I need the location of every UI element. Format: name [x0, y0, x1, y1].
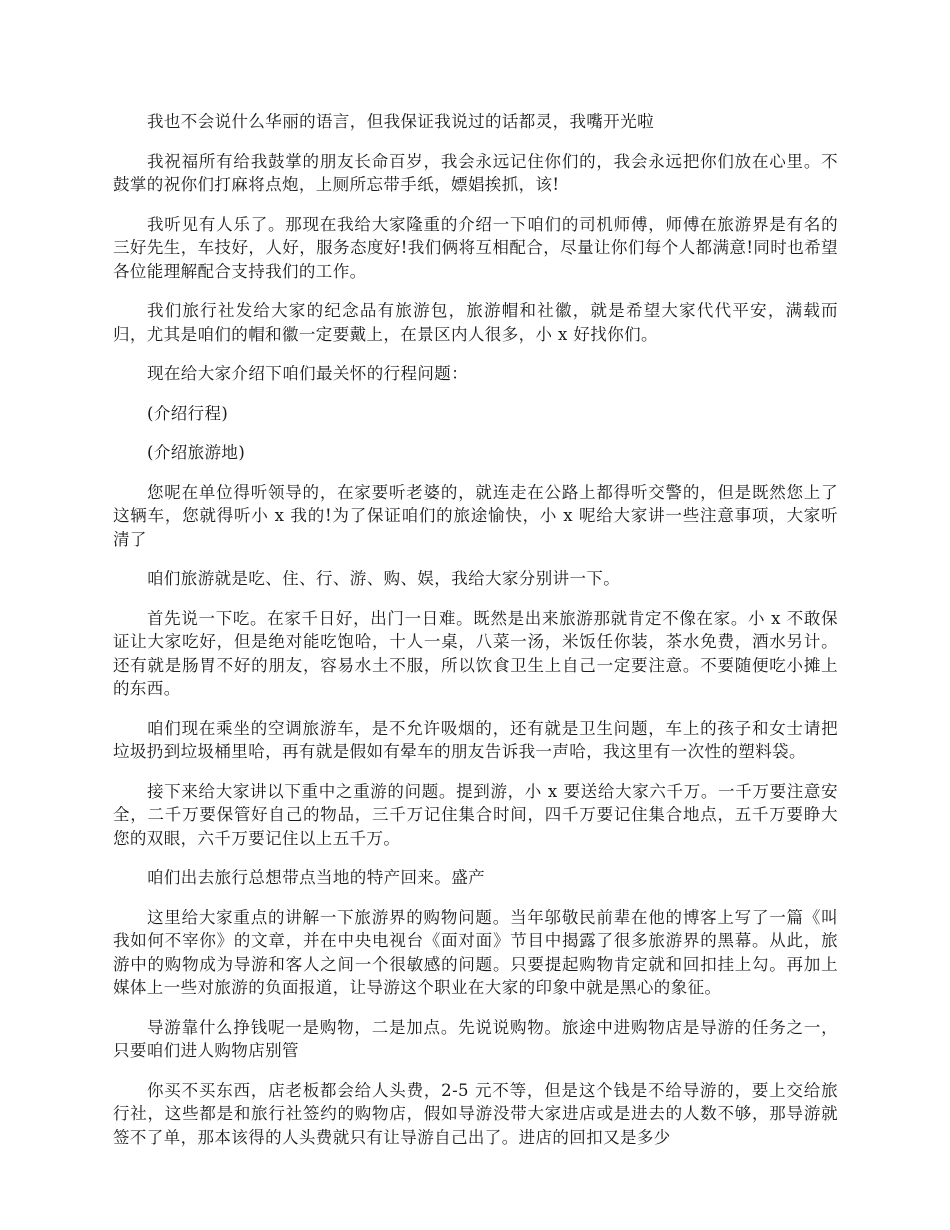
paragraph-2: 我祝福所有给我鼓掌的朋友长命百岁，我会永远记住你们的，我会永远把你们放在心里。不鼓掌的祝你们打麻将点炮，上厕所忘带手纸，嫖娼挨抓，该! [113, 151, 838, 194]
paragraph-9: 咱们旅游就是吃、住、行、游、购、娱，我给大家分别讲一下。 [147, 569, 621, 588]
paragraph-15: 导游靠什么挣钱呢一是购物，二是加点。先说说购物。旅途中进购物店是导游的任务之一，只要咱们进人购物店别管 [113, 1017, 838, 1060]
paragraph-7: (介绍旅游地) [147, 443, 246, 462]
paragraph-4: 我们旅行社发给大家的纪念品有旅游包，旅游帽和社徽，就是希望大家代代平安，满载而归，尤其是咱们的帽和徽一定要戴上，在景区内人很多，小 x 好找你们。 [113, 301, 838, 344]
paragraph-13: 咱们出去旅行总想带点当地的特产回来。盛产 [147, 868, 485, 887]
paragraph-1: 我也不会说什么华丽的语言，但我保证我说过的话都灵，我嘴开光啦 [147, 112, 654, 131]
paragraph-10: 首先说一下吃。在家千日好，出门一日难。既然是出来旅游那就肯定不像在家。小 x 不敢保证让大家吃好，但是绝对能吃饱哈，十人一桌，八菜一汤，米饭任你装，茶水免费，酒水另计。还有就是肠胃不好的朋友，容易水土不服，所以饮食卫生上自己一定要注意。不要随便吃小摊上的东西。 [113, 608, 838, 698]
paragraph-6: (介绍行程) [147, 403, 229, 423]
paragraph-11: 咱们现在乘坐的空调旅游车，是不允许吸烟的，还有就是卫生问题，车上的孩子和女士请把垃圾扔到垃圾桶里哈，再有就是假如有晕车的朋友告诉我一声哈，我这里有一次性的塑料袋。 [113, 718, 838, 761]
paragraph-3: 我听见有人乐了。那现在我给大家隆重的介绍一下咱们的司机师傅，师傅在旅游界是有名的三好先生，车技好，人好，服务态度好!我们俩将互相配合，尽量让你们每个人都满意!同时也希望各位能理解配合支持我们的工作。 [113, 214, 838, 281]
paragraph-8: 您呢在单位得听领导的，在家要听老婆的，就连走在公路上都得听交警的，但是既然您上了这辆车，您就得听小 x 我的!为了保证咱们的旅途愉快，小 x 呢给大家讲一些注意事项，大家听清了 [113, 482, 838, 549]
paragraph-5: 现在给大家介绍下咱们最关怀的行程问题： [147, 364, 469, 383]
paragraph-12: 接下来给大家讲以下重中之重游的问题。提到游，小 x 要送给大家六千万。一千万要注意安全，二千万要保管好自己的物品，三千万记住集合时间，四千万要记住集合地点，五千万要睁大您的双眼，六千万要记住以上五千万。 [113, 781, 838, 848]
paragraph-16: 你买不买东西，店老板都会给人头费，2-5 元不等，但是这个钱是不给导游的，要上交给旅行社，这些都是和旅行社签约的购物店，假如导游没带大家进店或是进去的人数不够，那导游就签不了单，那本该得的人头费就只有让导游自己出了。进店的回扣又是多少 [113, 1080, 838, 1147]
paragraph-14: 这里给大家重点的讲解一下旅游界的购物问题。当年邬敬民前辈在他的博客上写了一篇《叫我如何不宰你》的文章，并在中央电视台《面对面》节目中揭露了很多旅游界的黑幕。从此，旅游中的购物成为导游和客人之间一个很敏感的问题。只要提起购物肯定就和回扣挂上勾。再加上媒体上一些对旅游的负面报道，让导游这个职业在大家的印象中就是黑心的象征。 [113, 907, 838, 997]
